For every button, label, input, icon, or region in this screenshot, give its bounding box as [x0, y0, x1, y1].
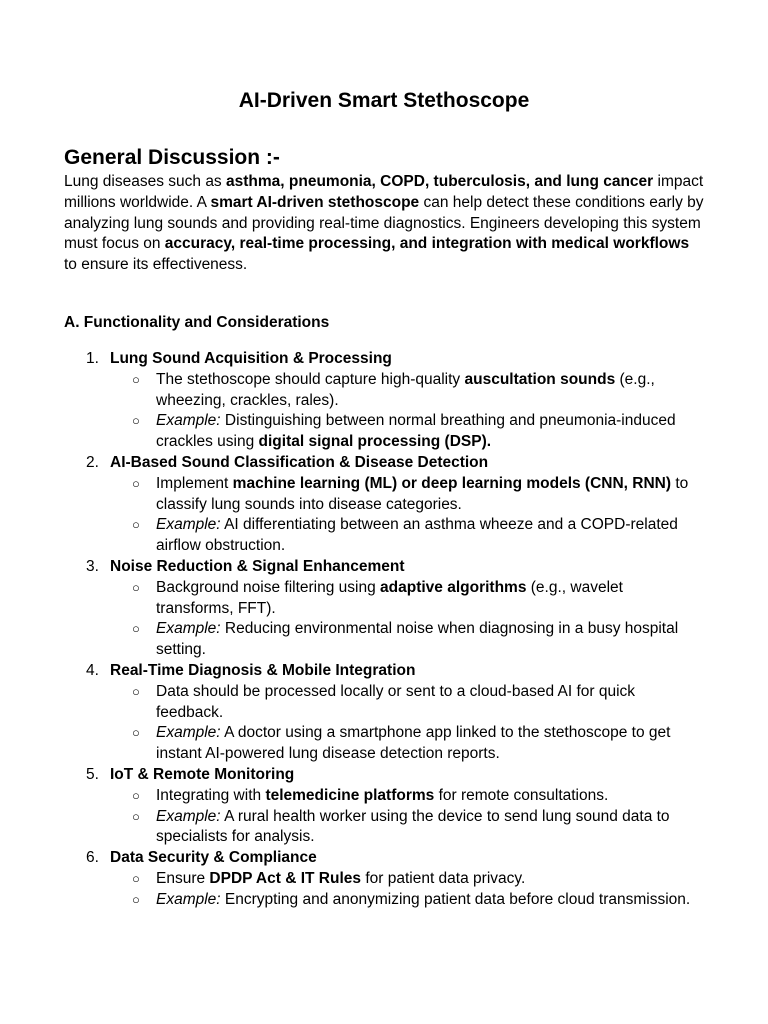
text-run: (e.g., wavelet transforms, FFT).	[156, 578, 623, 617]
list-item-number: 4.	[86, 661, 99, 679]
list-item-number: 1.	[86, 350, 99, 367]
hollow-bullet-icon: ○	[132, 683, 140, 699]
hollow-bullet-icon: ○	[132, 579, 140, 595]
text-run: to ensure its effectiveness.	[64, 256, 248, 274]
hollow-bullet-icon: ○	[132, 621, 140, 637]
bold-text: DPDP Act & IT Rules	[209, 869, 362, 887]
text-run: Ensure	[156, 869, 210, 887]
text-run: A doctor using a smartphone app linked to the stethoscope to get instant AI-powered lung disease detection reports.	[156, 724, 671, 763]
bold-text: telemedicine platforms	[265, 786, 435, 804]
sub-bullet	[64, 515, 704, 557]
list-item-number: 3.	[86, 557, 99, 575]
text-run: (e.g., wheezing, crackles, rales).	[156, 370, 655, 409]
list-item-number: 5.	[86, 765, 99, 783]
text-run: Distinguishing between normal breathing and pneumonia-induced crackles using	[156, 412, 676, 451]
sub-bullet	[64, 411, 704, 453]
hollow-bullet-icon: ○	[132, 475, 140, 491]
list-item-number: 2.	[86, 453, 99, 471]
bold-text: machine learning (ML) or deep learning models (CNN, RNN)	[232, 474, 672, 492]
sub-bullet	[64, 869, 704, 890]
list-item	[64, 453, 704, 474]
hollow-bullet-icon: ○	[132, 891, 140, 907]
list-item	[64, 349, 704, 370]
italic-text: Example:	[156, 890, 221, 908]
text-run: Background noise filtering using	[156, 578, 381, 596]
text-run: Encrypting and anonymizing patient data before cloud transmission.	[220, 890, 691, 908]
sub-bullet	[64, 578, 704, 620]
sub-bullet	[64, 619, 704, 661]
list-item	[64, 848, 704, 869]
functionality-list	[64, 349, 704, 911]
text-run: The stethoscope should capture high-quality	[156, 370, 465, 388]
list-item-title: Real-Time Diagnosis & Mobile Integration	[110, 661, 416, 679]
bold-text: adaptive algorithms	[380, 578, 527, 596]
list-item	[64, 557, 704, 578]
italic-text: Example:	[156, 620, 221, 638]
text-run: Data should be processed locally or sent to a cloud-based AI for quick feedback.	[156, 682, 636, 721]
sub-bullet	[64, 786, 704, 807]
hollow-bullet-icon: ○	[132, 725, 140, 741]
list-item-title: IoT & Remote Monitoring	[110, 765, 295, 783]
sub-bullet	[64, 474, 704, 516]
hollow-bullet-icon: ○	[132, 808, 140, 824]
text-run: to classify lung sounds into disease categories.	[156, 474, 689, 513]
hollow-bullet-icon: ○	[132, 870, 140, 886]
hollow-bullet-icon: ○	[132, 371, 140, 387]
text-run: Reducing environmental noise when diagnosing in a busy hospital setting.	[156, 620, 679, 659]
list-item	[64, 765, 704, 786]
list-item-title: Lung Sound Acquisition & Processing	[110, 350, 392, 367]
sub-bullet	[64, 723, 704, 765]
sub-bullet	[64, 370, 704, 412]
text-run: impact millions worldwide. A	[64, 173, 704, 211]
list-item	[64, 661, 704, 682]
hollow-bullet-icon: ○	[132, 787, 140, 803]
italic-text: Example:	[156, 807, 221, 825]
text-run: Lung diseases such as	[64, 173, 226, 190]
sub-bullet	[64, 890, 704, 911]
bold-text: accuracy, real-time processing, and integration with medical workflows	[164, 235, 690, 253]
text-run: Implement	[156, 474, 233, 492]
bold-text: digital signal processing (DSP).	[258, 433, 492, 451]
bold-text: smart AI-driven stethoscope	[210, 193, 420, 211]
document-title: AI-Driven Smart Stethoscope	[238, 89, 530, 112]
hollow-bullet-icon: ○	[132, 413, 140, 429]
text-run: for remote consultations.	[434, 786, 609, 804]
bold-text: auscultation sounds	[464, 370, 616, 388]
intro-paragraph	[64, 172, 704, 276]
hollow-bullet-icon: ○	[132, 517, 140, 533]
italic-text: Example:	[156, 516, 221, 534]
text-run: for patient data privacy.	[361, 869, 526, 887]
list-item-number: 6.	[86, 849, 99, 867]
italic-text: Example:	[156, 724, 221, 742]
bold-text: asthma, pneumonia, COPD, tuberculosis, and lung cancer	[226, 173, 654, 190]
list-item-title: AI-Based Sound Classification & Disease Detection	[110, 453, 489, 471]
sub-bullet	[64, 807, 704, 849]
text-run: A rural health worker using the device to send lung sound data to specialists for analysis.	[156, 807, 670, 846]
text-run: AI differentiating between an asthma wheeze and a COPD-related airflow obstruction.	[156, 516, 678, 555]
subsection-heading: A. Functionality and Considerations	[64, 314, 330, 331]
list-item-title: Data Security & Compliance	[110, 849, 317, 867]
italic-text: Example:	[156, 412, 221, 430]
sub-bullet	[64, 682, 704, 724]
list-item-title: Noise Reduction & Signal Enhancement	[110, 557, 405, 575]
section-heading: General Discussion :-	[64, 146, 280, 169]
text-run: can help detect these conditions early by analyzing lung sounds and providing real-time diagnostics. Engineers developing this system must focus on	[64, 193, 704, 253]
text-run: Integrating with	[156, 786, 266, 804]
